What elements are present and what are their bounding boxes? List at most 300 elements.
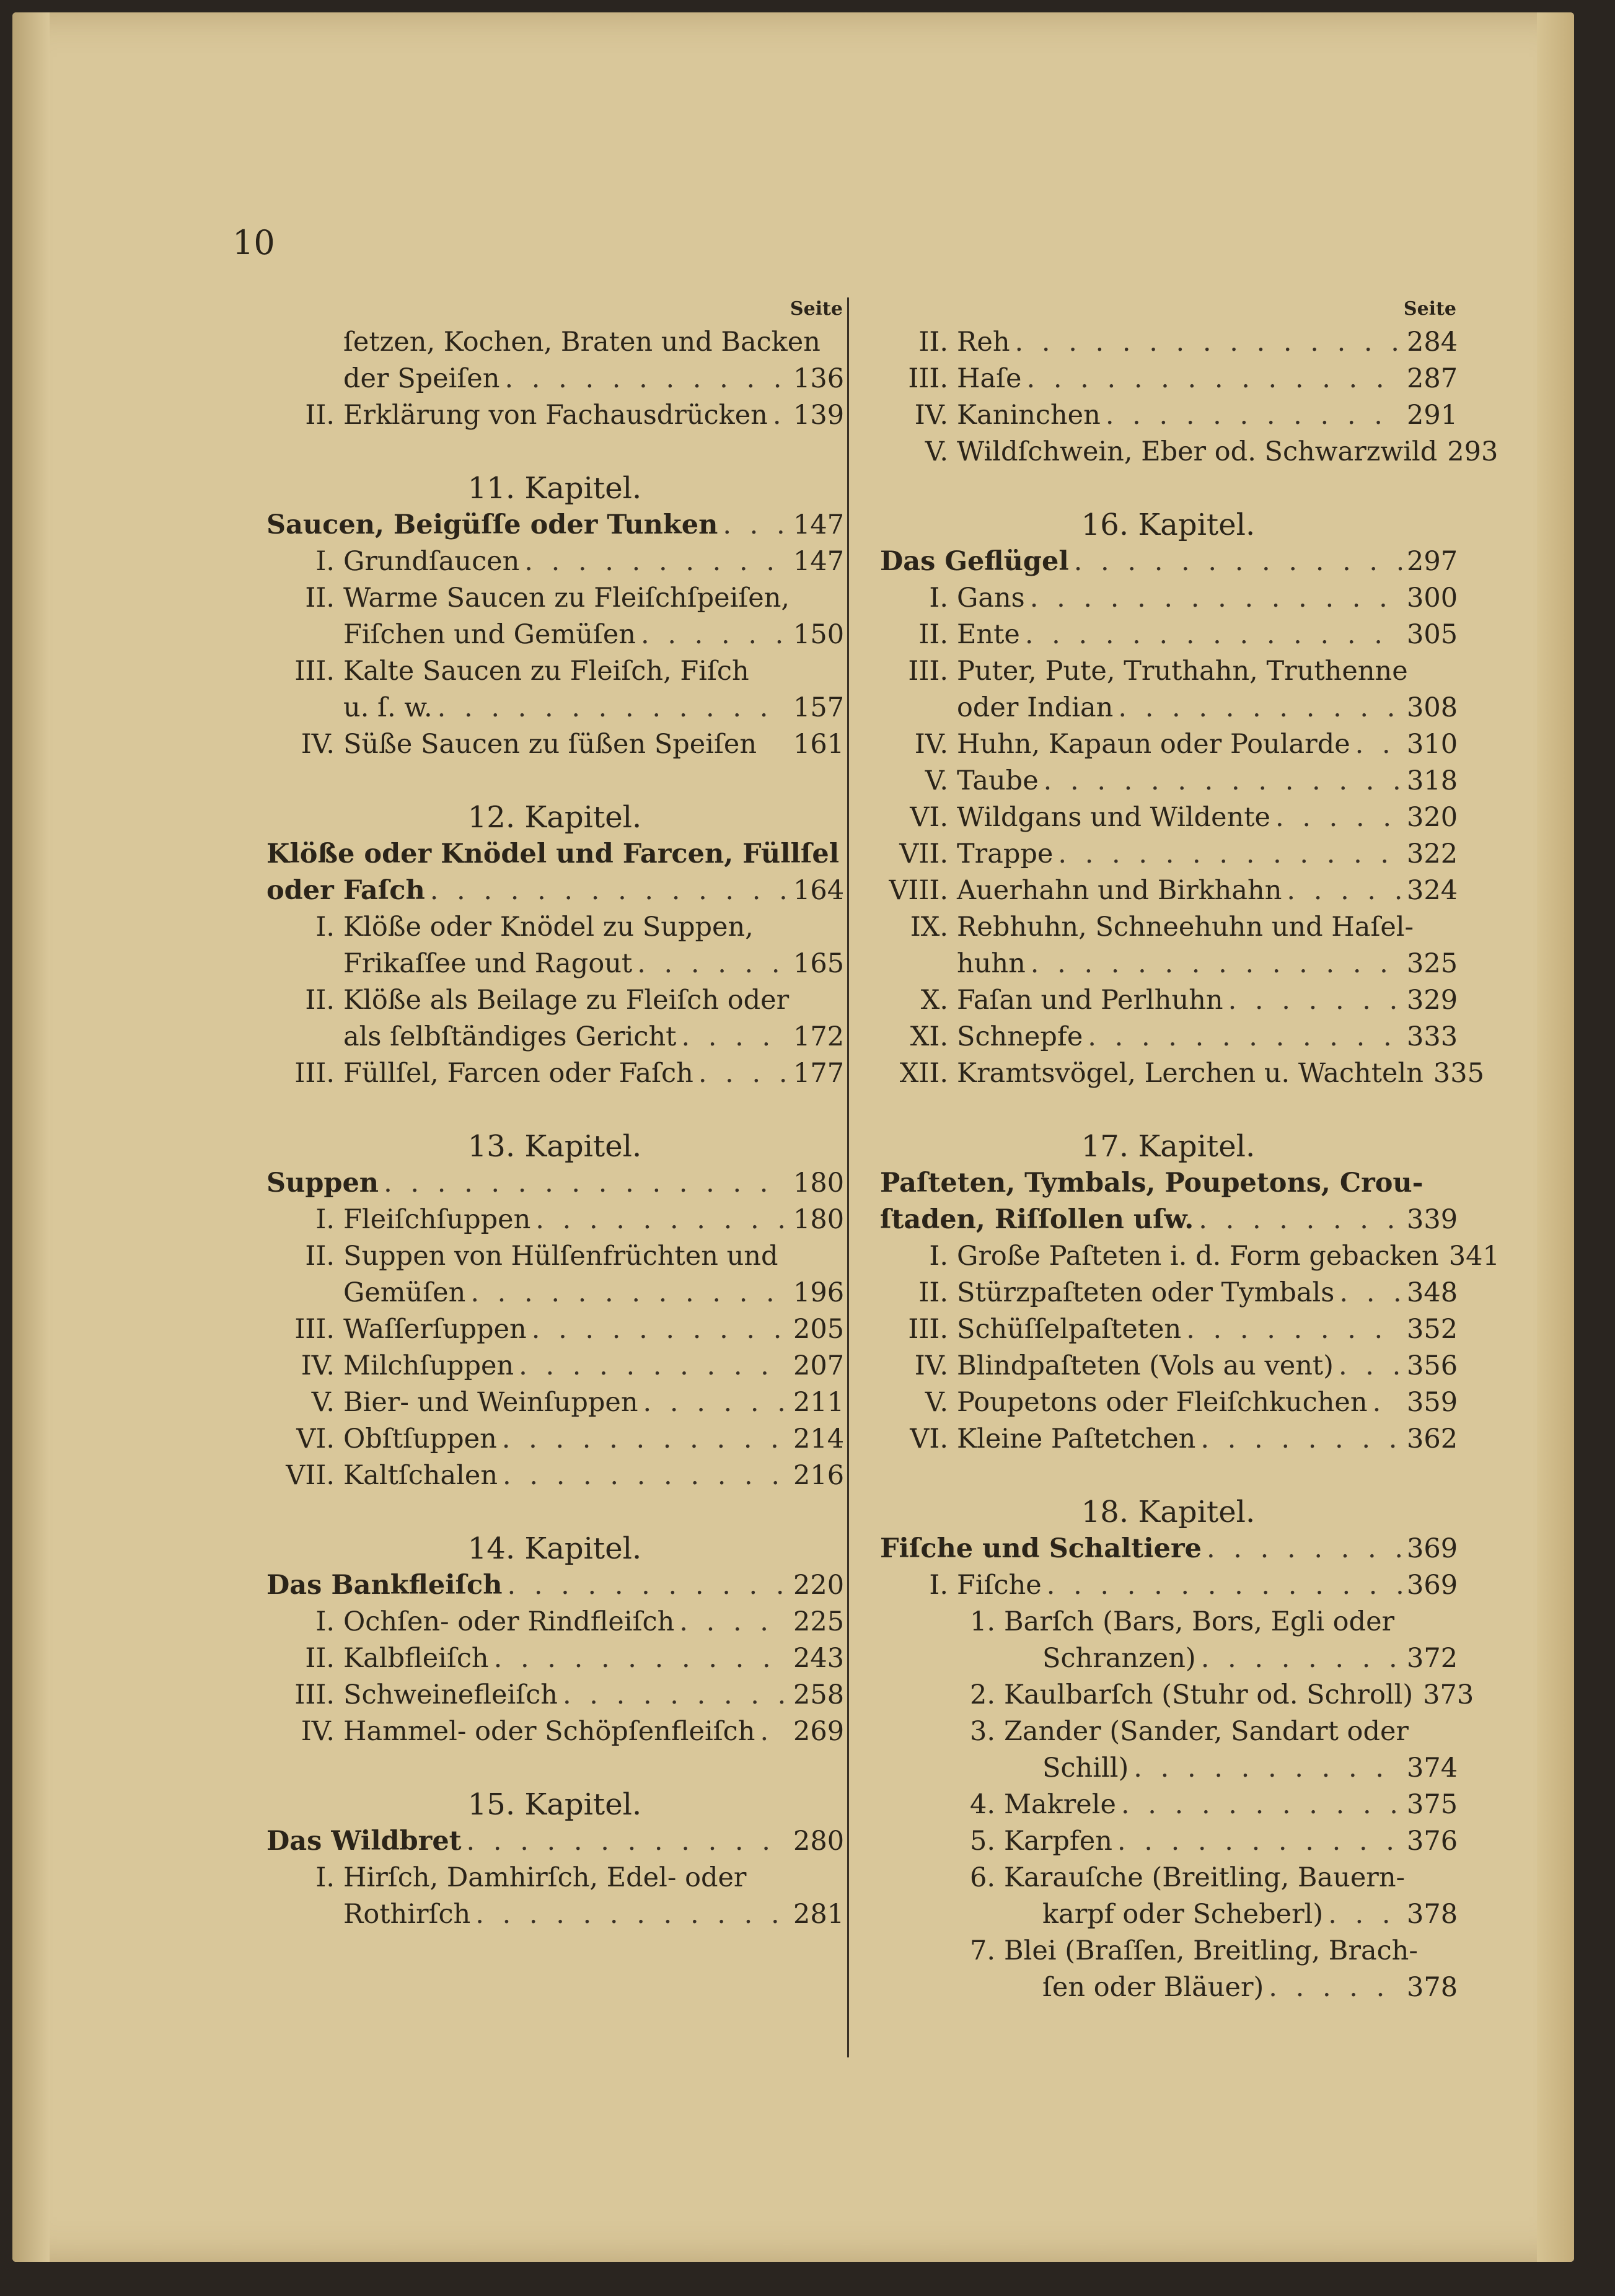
entry-title: Erklärung von Fachausdrücken [343,400,768,431]
page-reference: 157 [793,692,845,723]
page-reference: 372 [1407,1643,1458,1674]
page-reference: 172 [793,1021,845,1052]
toc-entry [880,1348,1456,1384]
page-reference: 333 [1407,1021,1458,1052]
toc-entry [880,1055,1484,1092]
entry-number: IX. [910,912,948,943]
entry-title: Fiſche und Schaltiere [880,1533,1202,1564]
left-entries [266,324,843,1933]
toc-entry [880,1019,1456,1055]
entry-title: ſtaden, Riſſollen uſw. [880,1204,1194,1235]
entry-title: Kramtsvögel, Lerchen u. Wachteln [957,1058,1424,1089]
page-reference: 378 [1407,1899,1458,1930]
entry-title: Puter, Pute, Truthahn, Truthenne [957,656,1408,687]
right-entries [880,324,1500,2006]
entry-number: VII. [899,838,948,869]
dot-leader [504,361,788,397]
dot-leader [1275,799,1402,836]
entry-number: II. [918,1277,948,1308]
entry-title: Auerhahn und Birkhahn [957,875,1282,906]
dot-leader [1088,1019,1402,1055]
dot-leader [1201,1640,1402,1677]
toc-entry [266,1055,843,1092]
page-reference: 293 [1447,436,1498,467]
toc-entry [266,1275,843,1311]
dot-leader [1074,543,1402,580]
page-reference: 297 [1407,546,1458,577]
page-reference: 362 [1407,1423,1458,1454]
entry-title: ſen oder Bläuer) [1042,1972,1264,2003]
page-reference: 147 [793,546,845,577]
entry-title: Das Geflügel [880,546,1069,577]
page-reference: 196 [793,1277,845,1308]
entry-number: I. [315,546,335,577]
chapter-heading: 18. Kapitel. [1081,1495,1256,1529]
book-page [12,12,1574,2262]
dot-leader [532,1311,788,1348]
toc-section-entry [880,1202,1456,1238]
toc-entry [880,580,1456,617]
toc-entry [880,1677,1474,1713]
dot-leader [1133,1750,1402,1787]
entry-title: der Speiſen [343,363,500,394]
dot-leader [1106,397,1402,434]
toc-entry [880,1311,1456,1348]
dot-leader [494,1640,788,1677]
entry-title: oder Faſch [266,875,425,906]
toc-left-column [266,294,843,1933]
page-reference: 180 [793,1168,845,1199]
toc-entry [880,1275,1456,1311]
dot-leader [535,1202,788,1238]
page-reference: 329 [1407,985,1458,1016]
entry-number: V. [925,765,948,796]
entry-title: Süße Saucen zu ſüßen Speiſen [343,729,757,760]
entry-title: Ochſen- oder Rindfleiſch [343,1606,675,1637]
dot-leader [1186,1311,1402,1348]
page-reference: 269 [793,1716,845,1747]
dot-leader [508,1567,789,1604]
toc-section-entry [266,836,843,873]
dot-leader [1199,1202,1402,1238]
toc-entry [266,1238,843,1275]
entry-number: X. [920,985,948,1016]
dot-leader [519,1348,788,1384]
entry-title: Haſe [957,363,1022,394]
entry-number: III. [294,1058,335,1089]
entry-title: Milchſuppen [343,1350,514,1381]
toc-section-entry [266,1567,843,1604]
entry-title: Makrele [1004,1789,1116,1820]
toc-entry [266,1713,843,1750]
toc-section-entry [880,1165,1456,1202]
entry-number: 6. [969,1862,995,1893]
entry-title: als ſelbſtändiges Gericht [343,1021,677,1052]
entry-title: Taube [957,765,1039,796]
toc-section-entry [880,1531,1456,1567]
toc-entry [266,653,843,690]
entry-number: VI. [296,1423,335,1454]
toc-entry [880,1421,1456,1458]
dot-leader [1118,690,1402,726]
dot-leader [470,1275,788,1311]
dot-leader [773,397,788,434]
entry-number: V. [925,1387,948,1418]
entry-number: IV. [301,1716,335,1747]
toc-entry [880,763,1456,799]
entry-title: Trappe [957,838,1054,869]
entry-title: Kaltſchalen [343,1460,498,1491]
entry-title: Hammel- oder Schöpſenfleiſch [343,1716,755,1747]
entry-title: Barſch (Bars, Bors, Egli oder [1004,1606,1395,1637]
dot-leader [384,1165,788,1202]
column-divider [847,297,849,2057]
entry-title: Grundſaucen [343,546,520,577]
entry-title: Suppen [266,1168,379,1199]
entry-number: 1. [969,1606,995,1637]
entry-title: Schill) [1042,1753,1129,1784]
toc-entry [880,909,1456,946]
entry-number: VI. [910,802,948,833]
dot-leader [438,690,788,726]
toc-entry [880,1238,1500,1275]
toc-right-column [880,294,1500,2006]
page-reference: 136 [793,363,845,394]
page-reference: 376 [1407,1826,1458,1857]
entry-number: XII. [899,1058,948,1089]
entry-number: V. [311,1387,335,1418]
dot-leader [1027,361,1402,397]
entry-number: I. [315,912,335,943]
page-reference: 177 [793,1058,845,1089]
toc-entry [266,690,843,726]
entry-title: Rebhuhn, Schneehuhn und Haſel- [957,912,1414,943]
toc-entry [266,1640,843,1677]
entry-number: 7. [969,1935,995,1966]
page-reference: 164 [793,875,845,906]
entry-title: Huhn, Kapaun oder Poularde [957,729,1350,760]
dot-leader [1117,1823,1402,1860]
dot-leader [1047,1567,1402,1604]
entry-title: Füllſel, Farcen oder Faſch [343,1058,693,1089]
chapter-heading: 11. Kapitel. [467,471,642,506]
page-reference: 243 [793,1643,845,1674]
toc-entry [266,397,843,434]
entry-title: Karpfen [1004,1826,1112,1857]
page-reference: 287 [1407,363,1458,394]
toc-entry [880,982,1456,1019]
entry-title: Schweinefleiſch [343,1679,558,1710]
chapter-heading: 15. Kapitel. [467,1787,642,1822]
entry-title: huhn [957,948,1026,979]
entry-title: Saucen, Beigüſſe oder Tunken [266,509,718,540]
entry-number: II. [305,985,335,1016]
entry-number: III. [294,1679,335,1710]
page-reference: 161 [793,729,845,760]
entry-title: Warme Saucen zu Fleiſchſpeiſen, [343,583,790,614]
page-reference: 325 [1407,948,1458,979]
toc-entry [266,617,843,653]
toc-entry [880,397,1456,434]
page-reference: 291 [1407,400,1458,431]
entry-title: Faſan und Perlhuhn [957,985,1223,1016]
toc-entry [266,361,843,397]
entry-title: Hirſch, Damhirſch, Edel- oder [343,1862,747,1893]
entry-title: Rothirſch [343,1899,471,1930]
chapter-heading: 14. Kapitel. [467,1531,642,1566]
entry-title: Fiſche [957,1570,1042,1601]
entry-number: IV. [914,729,948,760]
entry-title: Zander (Sander, Sandart oder [1004,1716,1409,1747]
toc-entry [880,1823,1456,1860]
toc-entry [880,799,1456,836]
entry-number: VII. [286,1460,335,1491]
dot-leader [637,946,788,982]
seite-header-right: Seite [1403,298,1456,320]
entry-title: Karauſche (Breitling, Bauern- [1004,1862,1406,1893]
entry-number: 4. [969,1789,995,1820]
entry-title: Fiſchen und Gemüſen [343,619,636,650]
entry-number: I. [315,1204,335,1235]
entry-number: I. [929,1241,948,1272]
toc-entry [266,1019,843,1055]
toc-entry [880,653,1456,690]
page-reference: 207 [793,1350,845,1381]
toc-entry [266,1896,843,1933]
page-reference: 378 [1407,1972,1458,2003]
dot-leader [1355,726,1402,763]
entry-title: u. ſ. w. [343,692,433,723]
page-reference: 308 [1407,692,1458,723]
toc-entry [266,946,843,982]
page-right-edge [1537,12,1574,2262]
page-reference: 139 [793,400,845,431]
toc-section-entry [266,873,843,909]
entry-title: Klöße als Beilage zu Fleiſch oder [343,985,790,1016]
page-reference: 335 [1433,1058,1484,1089]
toc-entry [880,324,1456,361]
page-reference: 341 [1448,1241,1500,1272]
page-reference: 214 [793,1423,845,1454]
dot-leader [503,1458,788,1494]
entry-number: III. [294,1314,335,1345]
toc-entry [266,909,843,946]
page-reference: 225 [793,1606,845,1637]
dot-leader [681,1019,788,1055]
dot-leader [430,873,788,909]
toc-section-entry [266,507,843,543]
entry-number: II. [305,1643,335,1674]
entry-title: ſetzen, Kochen, Braten und Backen [343,327,821,358]
toc-entry [266,1202,843,1238]
toc-entry [880,1713,1456,1750]
toc-entry [880,946,1456,982]
page-reference: 211 [793,1387,845,1418]
entry-number: IV. [914,400,948,431]
toc-entry [266,982,843,1019]
entry-number: IV. [914,1350,948,1381]
dot-leader [643,1384,788,1421]
page-reference: 205 [793,1314,845,1345]
dot-leader [1015,324,1402,361]
dot-leader [1121,1787,1402,1823]
entry-title: Gemüſen [343,1277,466,1308]
dot-leader [467,1823,788,1860]
dot-leader [641,617,788,653]
entry-number: IV. [301,1350,335,1381]
dot-leader [502,1421,788,1458]
entry-title: Kleine Paſtetchen [957,1423,1196,1454]
entry-title: Blindpaſteten (Vols au vent) [957,1350,1334,1381]
entry-number: II. [918,619,948,650]
entry-title: karpf oder Scheberl) [1042,1899,1324,1930]
entry-title: Paſteten, Tymbals, Poupetons, Crou- [880,1168,1424,1199]
toc-entry [880,1384,1456,1421]
page-reference: 165 [793,948,845,979]
entry-number: I. [929,583,948,614]
page-reference: 280 [793,1826,845,1857]
toc-entry [880,1969,1456,2006]
dot-leader [1228,982,1402,1019]
dot-leader [1025,617,1402,653]
page-reference: 310 [1407,729,1458,760]
dot-leader [1058,836,1402,873]
toc-entry [266,580,843,617]
page-reference: 373 [1423,1679,1474,1710]
toc-entry [266,543,843,580]
entry-title: Suppen von Hülſenfrüchten und [343,1241,778,1272]
toc-entry [266,1458,843,1494]
entry-title: Blei (Braſſen, Breitling, Brach- [1004,1935,1418,1966]
entry-number: I. [929,1570,948,1601]
entry-number: VI. [910,1423,948,1454]
entry-number: II. [305,583,335,614]
toc-entry [880,1896,1456,1933]
dot-leader [760,1713,788,1750]
toc-entry [880,617,1456,653]
dot-leader [1373,1384,1402,1421]
dot-leader [563,1677,788,1713]
page-reference: 356 [1407,1350,1458,1381]
page-reference: 220 [793,1570,845,1601]
entry-number: 5. [969,1826,995,1857]
page-reference: 281 [793,1899,845,1930]
entry-title: Frikaſſee und Ragout [343,948,633,979]
entry-number: III. [908,363,948,394]
toc-entry [880,873,1456,909]
toc-entry [880,1933,1456,1969]
entry-number: III. [908,656,948,687]
entry-title: Obſtſuppen [343,1423,497,1454]
dot-leader [1031,946,1402,982]
entry-title: oder Indian [957,692,1114,723]
entry-number: III. [294,656,335,687]
entry-title: Kaninchen [957,400,1101,431]
page-reference: 318 [1407,765,1458,796]
toc-entry [880,1604,1456,1640]
dot-leader [1200,1421,1402,1458]
dot-leader [698,1055,788,1092]
toc-section-entry [266,1823,843,1860]
dot-leader [679,1604,788,1640]
entry-title: Schüſſelpaſteten [957,1314,1182,1345]
chapter-heading: 16. Kapitel. [1081,508,1256,542]
entry-number: V. [925,436,948,467]
page-reference: 369 [1407,1570,1458,1601]
entry-title: Wildſchwein, Eber od. Schwarzwild [957,436,1438,467]
dot-leader [1339,1348,1402,1384]
page-gutter [12,12,50,2262]
entry-number: II. [305,1241,335,1272]
page-reference: 324 [1407,875,1458,906]
toc-entry [880,1750,1456,1787]
toc-entry [880,836,1456,873]
entry-number: VIII. [889,875,948,906]
page-reference: 322 [1407,838,1458,869]
toc-entry [266,1604,843,1640]
page-reference: 216 [793,1460,845,1491]
page-reference: 147 [793,509,845,540]
entry-number: II. [305,400,335,431]
dot-leader [1030,580,1402,617]
toc-entry [880,434,1498,470]
page-reference: 180 [793,1204,845,1235]
page-reference: 300 [1407,583,1458,614]
toc-entry [880,1787,1456,1823]
toc-entry [266,1348,843,1384]
toc-entry [266,1311,843,1348]
chapter-heading: 13. Kapitel. [467,1129,642,1164]
page-reference: 339 [1407,1204,1458,1235]
dot-leader [475,1896,788,1933]
page-reference: 284 [1407,327,1458,358]
entry-title: Reh [957,327,1010,358]
entry-title: Schranzen) [1042,1643,1196,1674]
entry-title: Große Paſteten i. d. Form gebacken [957,1241,1439,1272]
seite-header-left: Seite [790,298,843,320]
entry-title: Das Wildbret [266,1826,462,1857]
page-reference: 359 [1407,1387,1458,1418]
page-reference: 369 [1407,1533,1458,1564]
entry-title: Gans [957,583,1025,614]
toc-entry [880,1567,1456,1604]
dot-leader [524,543,788,580]
entry-title: Schnepfe [957,1021,1083,1052]
toc-entry [266,1860,843,1896]
dot-leader [723,507,788,543]
entry-number: 2. [969,1679,995,1710]
entry-title: Fleiſchſuppen [343,1204,531,1235]
entry-title: Kalte Saucen zu Fleiſch, Fiſch [343,656,749,687]
dot-leader [1339,1275,1402,1311]
toc-section-entry [880,543,1456,580]
entry-title: Stürzpaſteten oder Tymbals [957,1277,1335,1308]
page-reference: 150 [793,619,845,650]
toc-entry [266,324,843,361]
chapter-heading: 12. Kapitel. [467,800,642,835]
toc-entry [880,361,1456,397]
page-reference: 305 [1407,619,1458,650]
toc-entry [266,726,843,763]
toc-entry [880,726,1456,763]
dot-leader [1044,763,1402,799]
entry-number: 3. [969,1716,995,1747]
dot-leader [1287,873,1402,909]
entry-title: Kaulbarſch (Stuhr od. Schroll) [1004,1679,1414,1710]
entry-title: Wildgans und Wildente [957,802,1270,833]
entry-number: II. [918,327,948,358]
page-reference: 352 [1407,1314,1458,1345]
